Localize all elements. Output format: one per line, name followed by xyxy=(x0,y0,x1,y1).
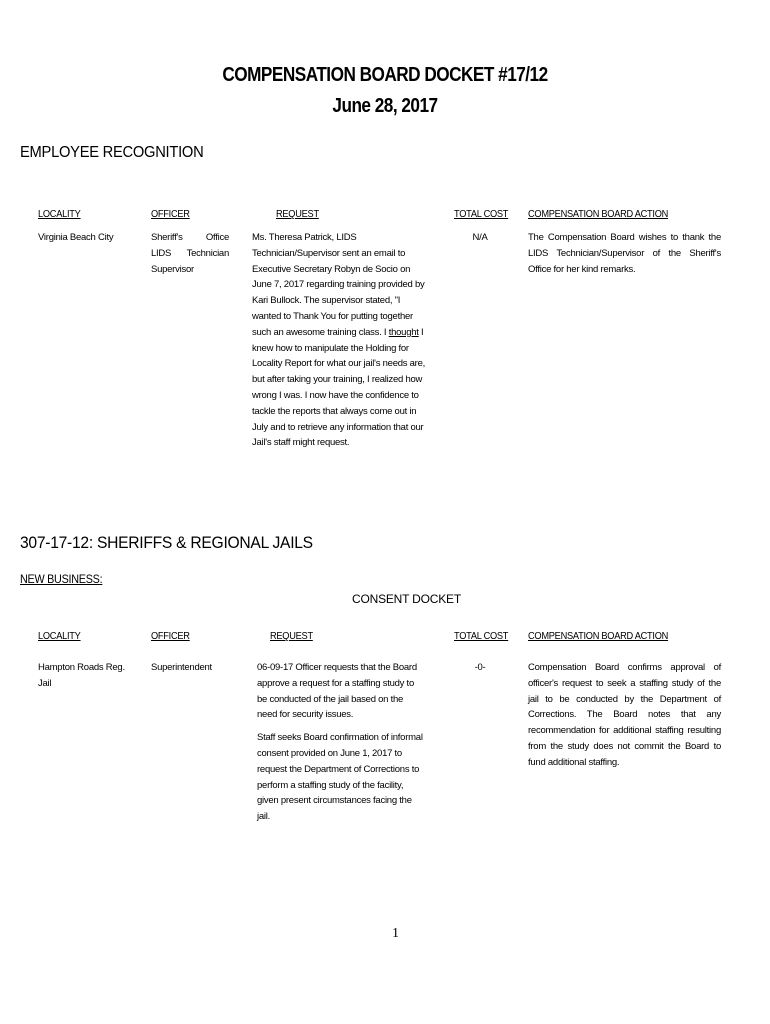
row-locality-2: Hampton Roads Reg. Jail xyxy=(38,662,125,689)
row-request xyxy=(252,230,430,451)
request-text-start: Ms. Theresa Patrick, LIDS Technician/Supervisor sent an email to Executive Secretary Robyn de Socio on June 7, 2017 regarding training provided by Kari Bullock. The supervisor stated, "I wanted to Thank You for putting together such an awesome training class. I xyxy=(252,232,425,338)
column-header-total-cost-2: TOTAL COST xyxy=(454,630,509,642)
section-heading-employee-recognition: EMPLOYEE RECOGNITION xyxy=(20,144,204,161)
column-header-action-2: COMPENSATION BOARD ACTION xyxy=(528,630,669,642)
column-header-request-2: REQUEST xyxy=(270,630,313,642)
request-paragraph-1: 06-09-17 Officer requests that the Board approve a request for a staffing study to be conducted of the jail based on the need for security issues. xyxy=(257,662,417,721)
column-header-action: COMPENSATION BOARD ACTION xyxy=(528,208,669,220)
row-action: The Compensation Board wishes to thank the LIDS Technician/Supervisor of the Sheriff's Office for her kind remarks. xyxy=(528,232,721,275)
consent-docket-label: CONSENT DOCKET xyxy=(352,592,461,606)
row-total-cost: N/A xyxy=(472,232,488,243)
row-total-cost-2: -0- xyxy=(474,662,486,673)
request-text-underlined: thought xyxy=(388,326,419,338)
new-business-text: NEW BUSINESS xyxy=(20,572,100,586)
request-paragraph-2: Staff seeks Board confirmation of informal consent provided on June 1, 2017 to request the Department of Corrections to perform a staffing study of the facility, given present circumstances facing the jail. xyxy=(257,732,423,823)
page-number: 1 xyxy=(392,926,399,941)
new-business-label xyxy=(20,572,102,586)
row-request-2 xyxy=(257,660,425,825)
column-header-total-cost: TOTAL COST xyxy=(454,208,509,220)
row-officer: Sheriff's Office LIDS Technician Supervisor xyxy=(151,232,229,275)
request-text-end: I knew how to manipulate the Holding for Locality Report for what our jail's needs are, but after taking your training, I realized how wrong I was. I now have the confidence to tackle the reports that always come out in July and to retrieve any information that our Jail's staff might request. xyxy=(252,326,426,449)
column-header-locality: LOCALITY xyxy=(38,208,81,220)
docket-title: COMPENSATION BOARD DOCKET #17/12 xyxy=(222,64,548,86)
section-heading-sheriffs: 307-17-12: SHERIFFS & REGIONAL JAILS xyxy=(20,533,313,552)
column-header-request: REQUEST xyxy=(276,208,319,220)
row-officer-2: Superintendent xyxy=(151,662,212,673)
row-action-2: Compensation Board confirms approval of officer's request to seek a staffing study of the jail to be conducted by the Department of Corrections. The Board notes that any recommendation for additional staffing resulting from the study does not commit the Board to fund additional staffing. xyxy=(528,662,721,768)
docket-date: June 28, 2017 xyxy=(332,95,438,117)
column-header-officer-2: OFFICER xyxy=(151,630,190,642)
column-header-officer: OFFICER xyxy=(151,208,190,220)
row-locality: Virginia Beach City xyxy=(38,232,114,243)
new-business-colon: : xyxy=(99,572,103,586)
column-header-locality-2: LOCALITY xyxy=(38,630,81,642)
